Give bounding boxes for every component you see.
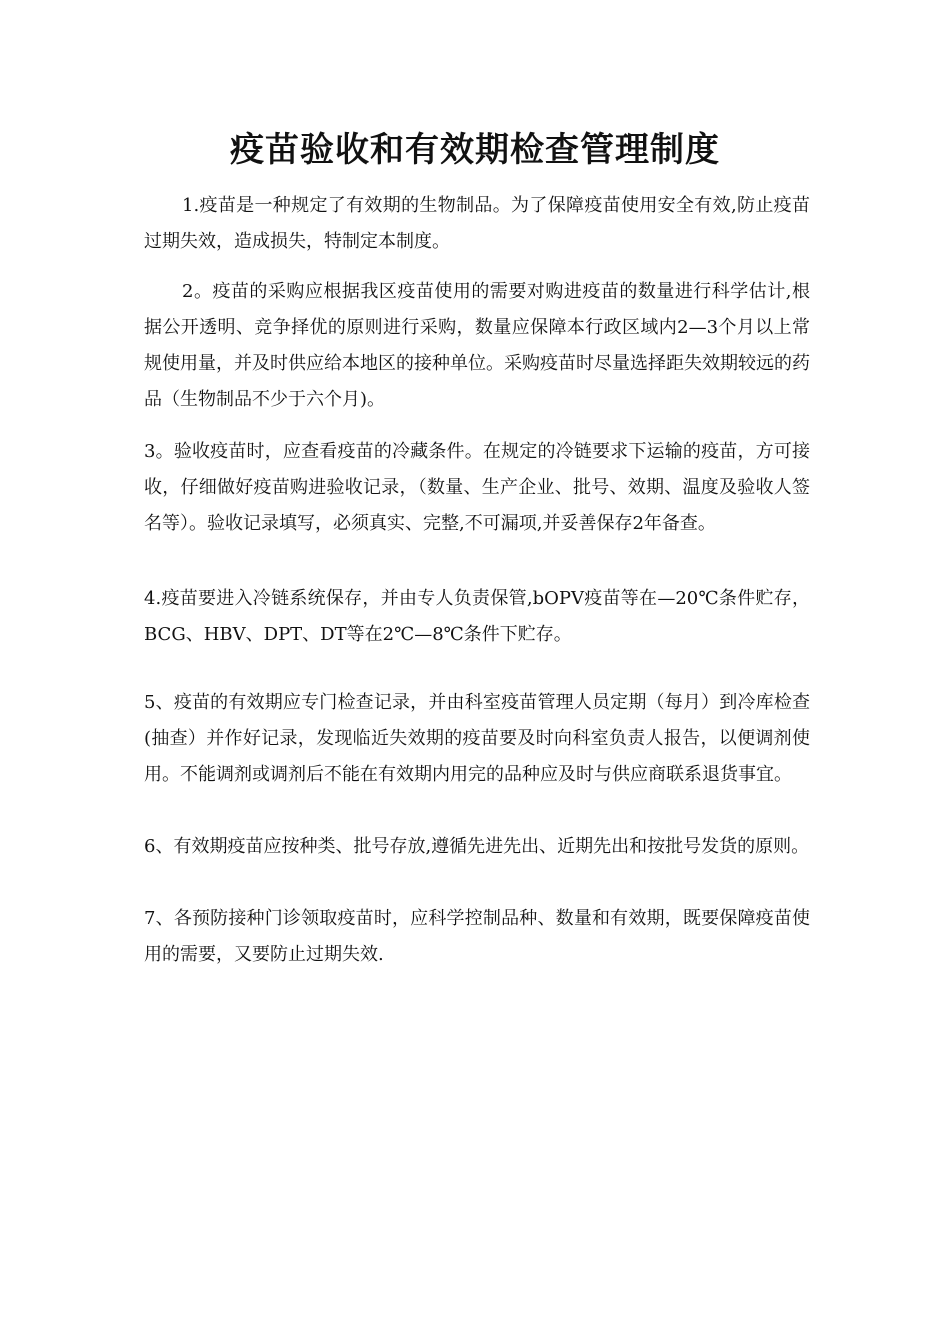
page-title: 疫苗验收和有效期检查管理制度 [230,130,720,170]
paragraph-6: 6、有效期疫苗应按种类、批号存放,遵循先进先出、近期先出和按批号发货的原则。 [144,836,810,857]
paragraph-2: 2。疫苗的采购应根据我区疫苗使用的需要对购进疫苗的数量进行科学估计,根据公开透明、竞争择优的原则进行采购，数量应保障本行政区域内2—3个月以上常规使用量，并及时供应给本地区的接种单位。采购疫苗时尽量选择距失效期较远的药品（生物制品不少于六个月)。 [144,281,810,410]
paragraph-1: 1.疫苗是一种规定了有效期的生物制品。为了保障疫苗使用安全有效,防止疫苗过期失效，造成损失，特制定本制度。 [144,195,810,252]
paragraph-4: 4.疫苗要进入冷链系统保存，并由专人负责保管,bOPV疫苗等在—20℃条件贮存，BCG、HBV、DPT、DT等在2℃—8℃条件下贮存。 [144,588,810,645]
paragraph-5: 5、疫苗的有效期应专门检查记录，并由科室疫苗管理人员定期（每月）到冷库检查(抽查）并作好记录，发现临近失效期的疫苗要及时向科室负责人报告，以便调剂使用。不能调剂或调剂后不能在有效期内用完的品种应及时与供应商联系退货事宜。 [144,692,810,785]
paragraph-7: 7、各预防接种门诊领取疫苗时，应科学控制品种、数量和有效期，既要保障疫苗使用的需要，又要防止过期失效. [144,908,810,965]
paragraph-3: 3。验收疫苗时，应查看疫苗的冷藏条件。在规定的冷链要求下运输的疫苗，方可接收，仔细做好疫苗购进验收记录，（数量、生产企业、批号、效期、温度及验收人签名等）。验收记录填写，必须真实、完整,不可漏项,并妥善保存2年备查。 [144,441,810,534]
